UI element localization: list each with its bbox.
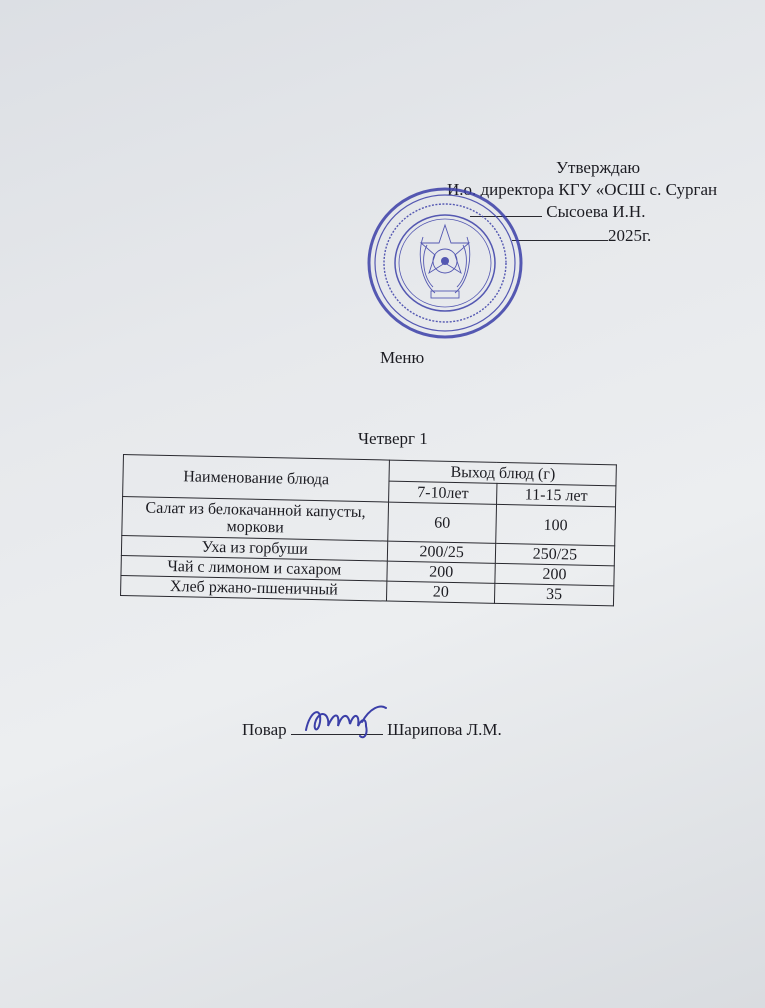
header-age-7-10: 7-10лет [389, 481, 497, 504]
portion-7-10: 60 [388, 502, 496, 543]
menu-table [120, 454, 617, 606]
header-age-11-15: 11-15 лет [496, 483, 616, 506]
portion-11-15: 200 [495, 563, 615, 585]
day-title: Четверг 1 [358, 429, 428, 448]
table-header-row [123, 455, 616, 486]
portion-7-10: 20 [387, 581, 495, 603]
dish-name: Чай с лимоном и сахаром [121, 555, 388, 581]
date-suffix: 2025г. [608, 226, 652, 245]
cook-name: Шарипова Л.М. [387, 720, 502, 739]
dish-name: Хлеб ржано-пшеничный [121, 575, 388, 601]
portion-11-15: 250/25 [495, 543, 615, 565]
handwritten-signature-icon [300, 700, 390, 740]
header-output: Выход блюд (г) [389, 460, 616, 486]
portion-7-10: 200/25 [388, 541, 496, 563]
dish-name: Салат из белокачанной капусты, моркови [122, 497, 389, 542]
menu-title: Меню [380, 348, 425, 367]
approve-title: Утверждаю [556, 158, 641, 177]
approve-date-line [512, 226, 651, 246]
portion-7-10: 200 [387, 561, 495, 583]
approve-position: И.о. директора КГУ «ОСШ с. Сурган [447, 180, 718, 199]
header-name: Наименование блюда [123, 455, 390, 503]
director-name: Сысоева И.Н. [546, 202, 646, 221]
official-seal-icon [365, 185, 525, 341]
dish-name: Уха из горбуши [121, 535, 388, 561]
date-blank [512, 226, 608, 241]
portion-11-15: 100 [496, 504, 616, 545]
cook-label: Повар [242, 720, 287, 739]
portion-11-15: 35 [494, 583, 614, 605]
